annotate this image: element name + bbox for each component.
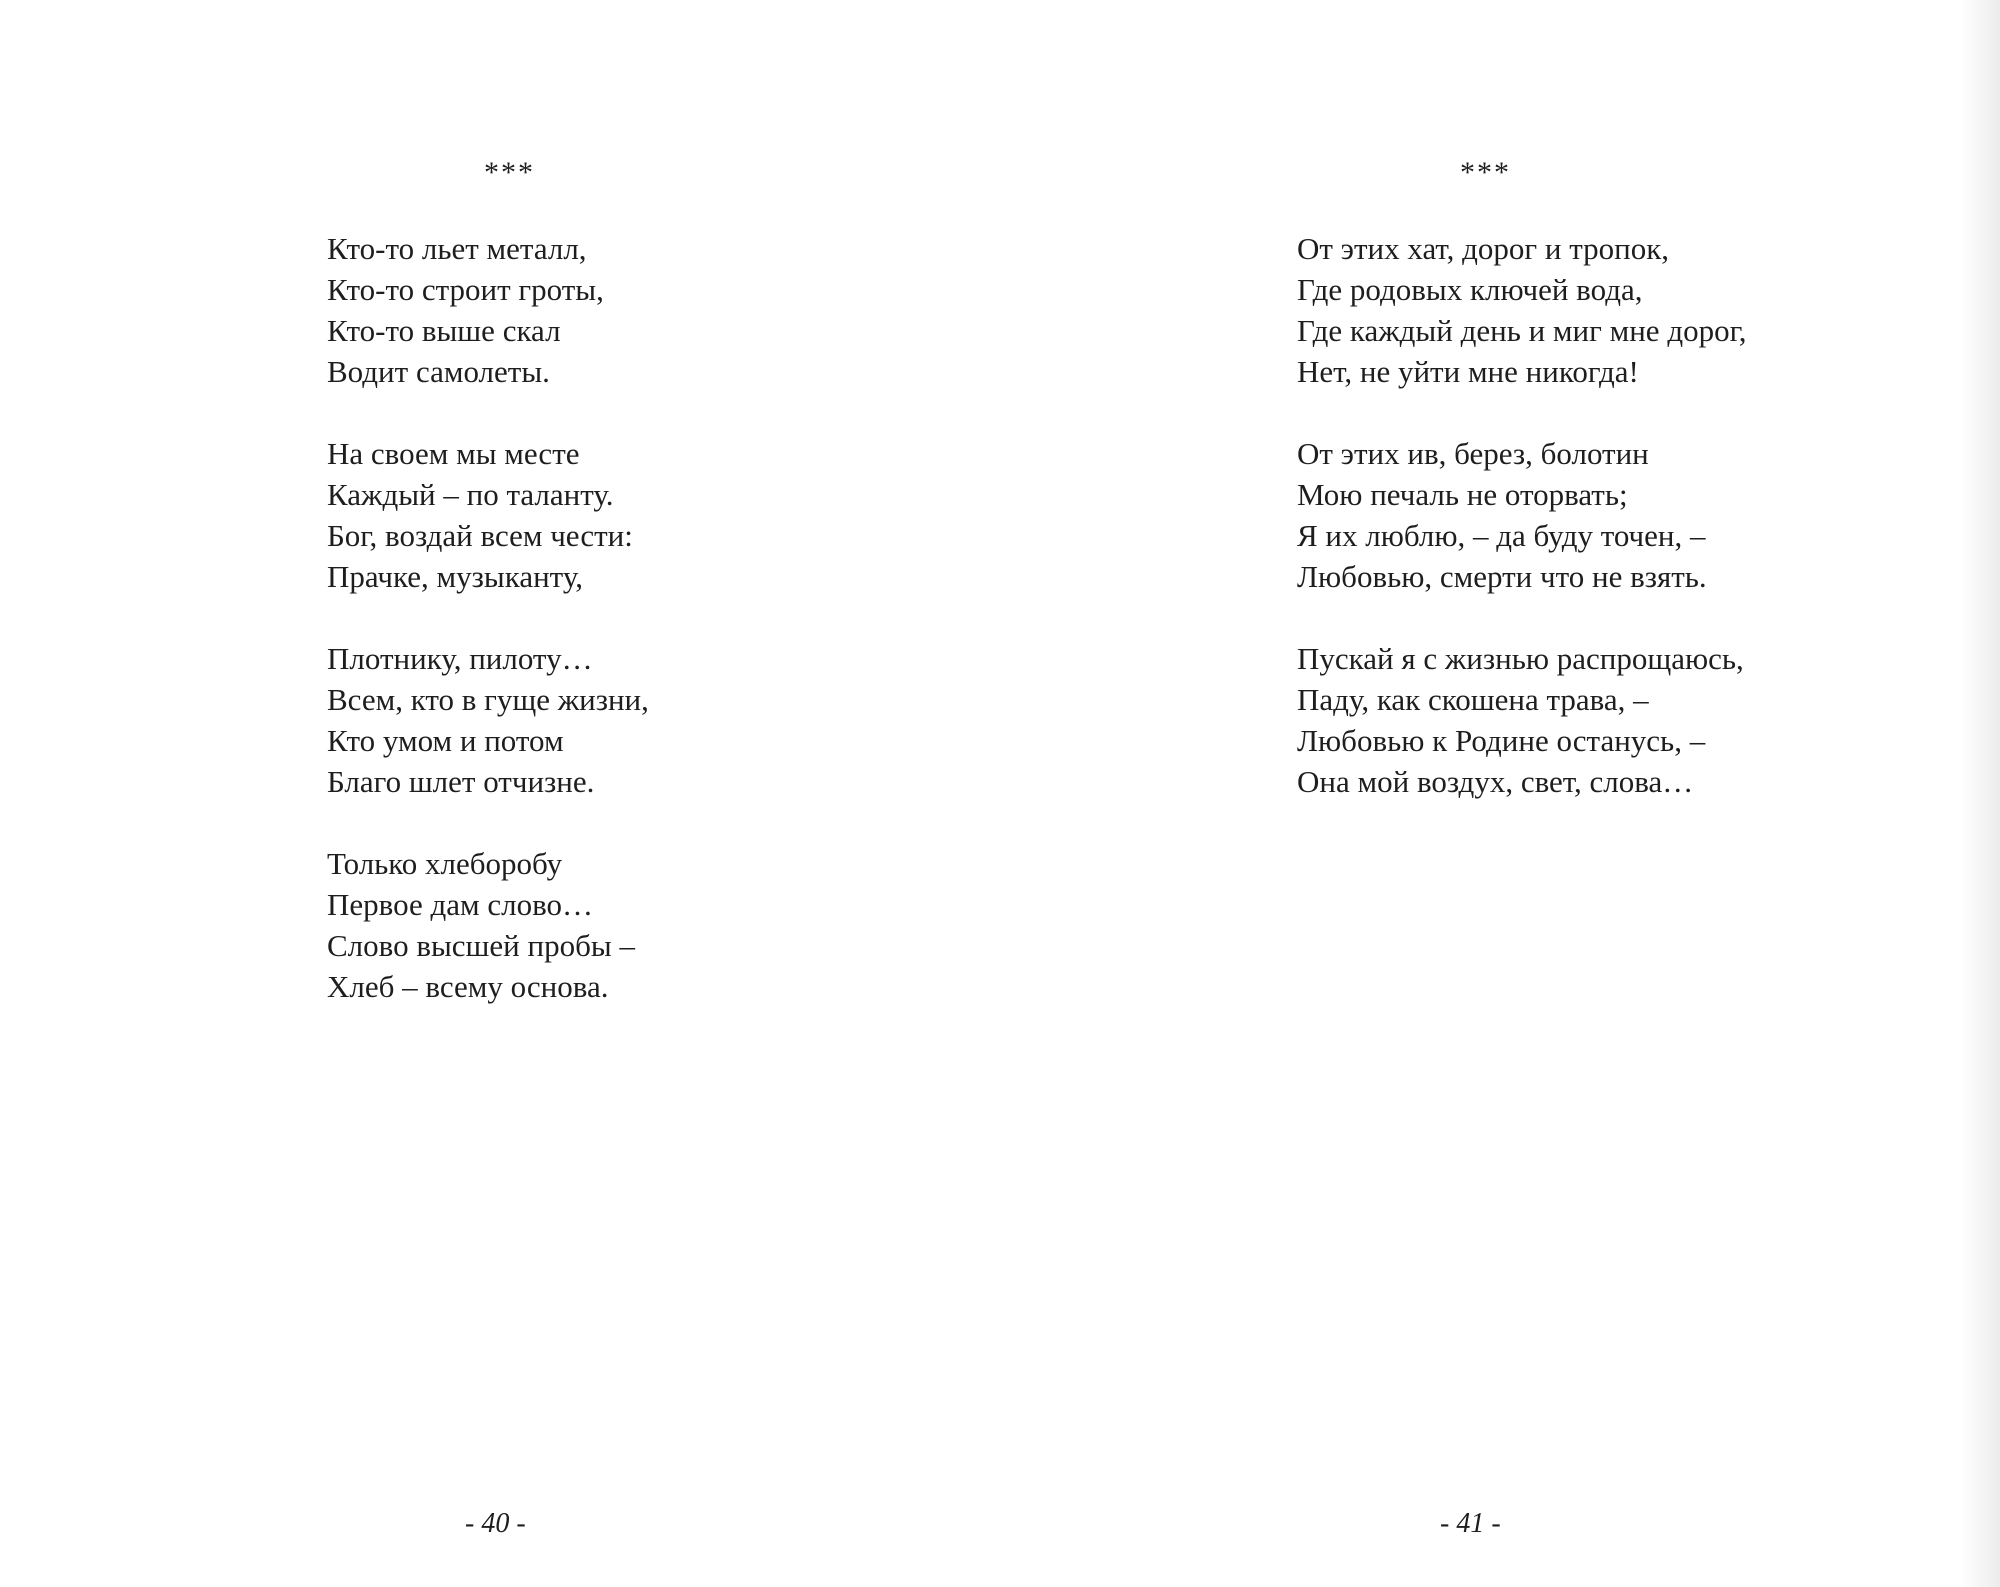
poem-line: Первое дам слово… (327, 887, 594, 922)
poem-line: Где родовых ключей вода, (1297, 272, 1643, 307)
stanza (327, 433, 649, 597)
poem-line: Благо шлет отчизне. (327, 764, 595, 799)
poem-line: Только хлеборобу (327, 846, 563, 881)
poem-line: Любовью, смерти что не взять. (1297, 559, 1707, 594)
poem-line: Кто-то строит гроты, (327, 272, 604, 307)
page-edge-shadow (1960, 0, 2000, 1587)
poem-line: Где каждый день и миг мне дорог, (1297, 313, 1747, 348)
poem-line: Каждый – по таланту. (327, 477, 614, 512)
poem-line: Водит самолеты. (327, 354, 550, 389)
stanza (1297, 228, 1747, 392)
poem-line: Кто-то льет металл, (327, 231, 587, 266)
poem-line: Всем, кто в гуще жизни, (327, 682, 649, 717)
poem-line: Плотнику, пилоту… (327, 641, 593, 676)
poem-line: Хлеб – всему основа. (327, 969, 609, 1004)
poem-line: Нет, не уйти мне никогда! (1297, 354, 1639, 389)
page-number: - 40 - (465, 1508, 526, 1539)
poem (327, 228, 649, 1048)
poem-line: Я их люблю, – да буду точен, – (1297, 518, 1706, 553)
poem-line: Кто умом и потом (327, 723, 564, 758)
poem-line: От этих ив, берез, болотин (1297, 436, 1649, 471)
right-page (1000, 0, 2000, 1587)
stanza (327, 843, 649, 1007)
poem-separator: *** (484, 156, 535, 189)
poem (1297, 228, 1747, 843)
poem-line: Пускай я с жизнью распрощаюсь, (1297, 641, 1744, 676)
poem-line: Прачке, музыканту, (327, 559, 583, 594)
poem-line: Паду, как скошена трава, – (1297, 682, 1649, 717)
stanza (1297, 433, 1747, 597)
poem-separator: *** (1460, 156, 1511, 189)
poem-line: На своем мы месте (327, 436, 580, 471)
stanza (327, 228, 649, 392)
poem-line: Мою печаль не оторвать; (1297, 477, 1628, 512)
poem-line: Она мой воздух, свет, слова… (1297, 764, 1694, 799)
poem-line: От этих хат, дорог и тропок, (1297, 231, 1670, 266)
page-number: - 41 - (1440, 1508, 1501, 1539)
poem-line: Любовью к Родине останусь, – (1297, 723, 1706, 758)
poem-line: Кто-то выше скал (327, 313, 561, 348)
stanza (1297, 638, 1747, 802)
stanza (327, 638, 649, 802)
poem-line: Бог, воздай всем чести: (327, 518, 633, 553)
poem-line: Слово высшей пробы – (327, 928, 635, 963)
